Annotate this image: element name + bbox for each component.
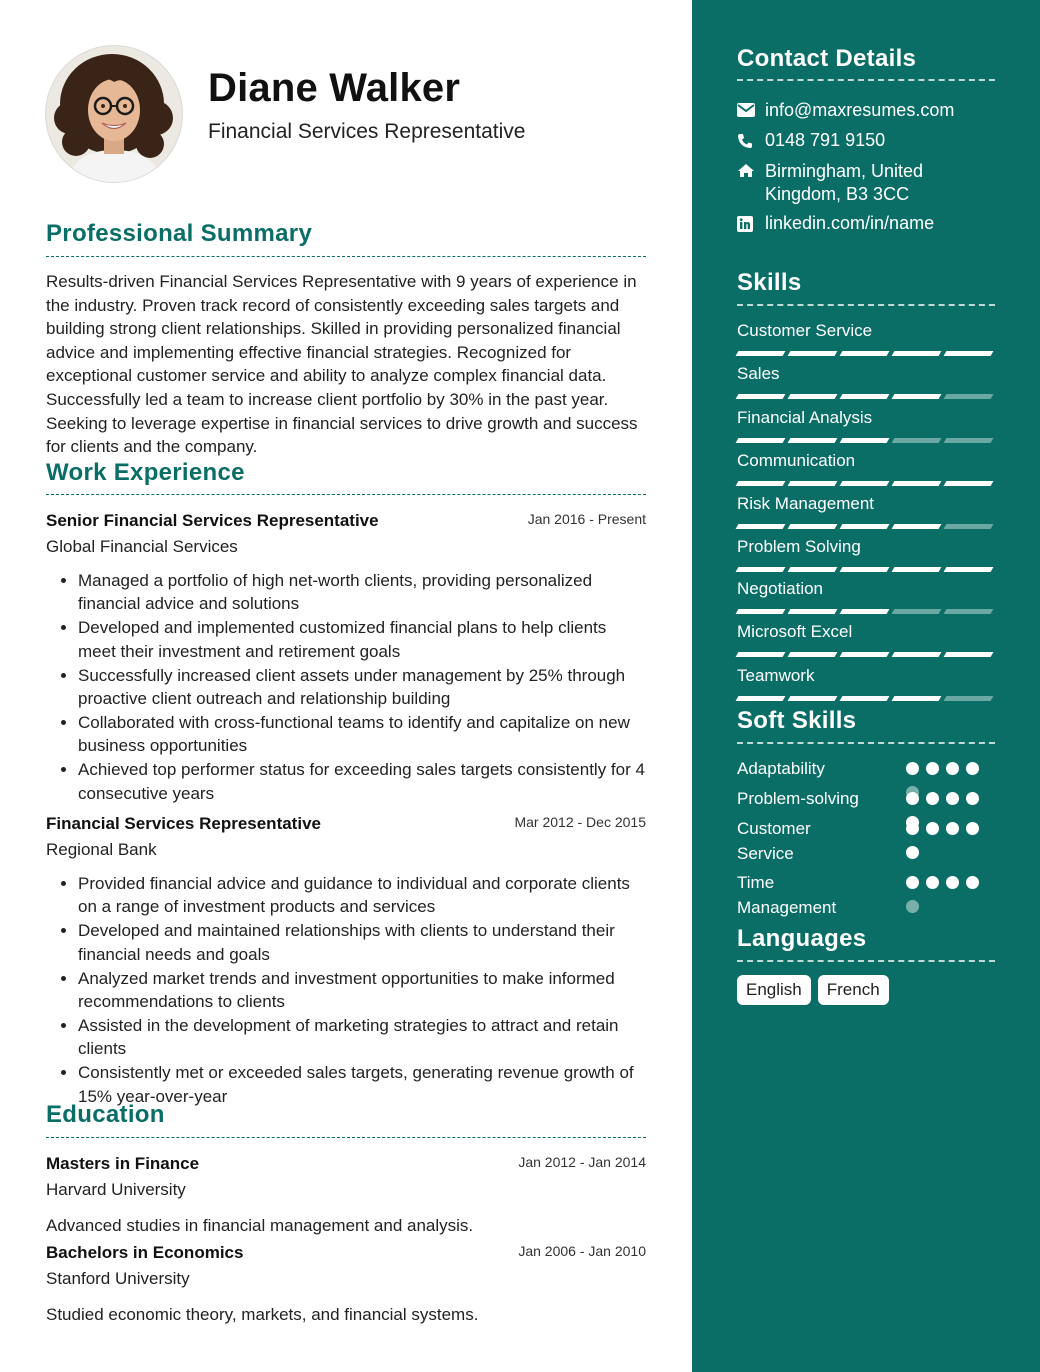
skill-name: Customer Service [737,321,873,340]
skill-item [737,364,993,399]
skill-level-segment [944,438,994,443]
skill-level-bars [737,696,993,701]
job-title: Financial Services Representative [46,814,321,833]
soft-skill-item [737,817,997,866]
skill-level-segment [944,609,994,614]
skill-level-segment [788,609,838,614]
language-tag: French [818,975,889,1005]
skill-level-segment [840,481,890,486]
skill-level-segment [840,696,890,701]
education-date: Jan 2006 - Jan 2010 [518,1243,646,1259]
section-divider [46,1137,646,1138]
soft-skill-name [737,871,897,920]
avatar [45,45,183,183]
skill-level-bars [737,481,993,486]
address-line-1: Birmingham, United [765,161,924,181]
soft-skill-level-dot [966,822,979,835]
skill-level-segment [892,652,942,657]
skill-level-segment [944,567,994,572]
skill-level-segment [736,524,786,529]
skill-level-segment [736,438,786,443]
skill-level-segment [788,524,838,529]
skill-name: Risk Management [737,494,875,513]
list-item: • Developed and implemented customized financial plans to help clients meet their investment and retirement goals [78,616,646,663]
skill-name: Microsoft Excel [737,622,853,641]
skill-item [737,666,993,701]
linkedin-icon [737,213,765,234]
skill-level-segment [840,351,890,356]
skill-level-segment [840,438,890,443]
skill-level-segment [892,567,942,572]
soft-skill-level-dot [926,792,939,805]
phone-icon [737,130,765,151]
job-entry [46,814,646,1109]
soft-skills-heading: Soft Skills [737,707,857,734]
experience-heading: Work Experience [46,459,245,486]
skill-level-bars [737,609,993,614]
skill-item [737,408,993,443]
soft-skill-level-dot [966,876,979,889]
soft-skill-item [737,871,997,920]
education-entry [46,1243,646,1325]
soft-skill-name-line: Time [737,873,775,892]
list-item: • Consistently met or exceeded sales targets, generating revenue growth of 15% year-over-year [78,1061,646,1108]
summary-text: Results-driven Financial Services Representative with 9 years of experience in the industry. Proven track record of consistently exceeding sales targets and building strong client relationships. Skilled in providing personalized financial advice and implementing effective financial strategies. Recognized for exceptional customer service and ability to analyze complex financial data. Successfully led a team to increase client portfolio by 30% in the past year. Seeking to leverage expertise in financial services to drive growth and success for clients and the company. [46,272,638,457]
language-tag: English [737,975,811,1005]
education-description: Studied economic theory, markets, and financial systems. [46,1305,479,1324]
skill-level-segment [788,394,838,399]
skill-name: Problem Solving [737,537,861,556]
skill-level-segment [840,524,890,529]
address-line-2: Kingdom, B3 3CC [765,184,910,204]
sidebar [692,0,1040,1372]
linkedin-text: linkedin.com/in/name [765,213,935,233]
summary-heading: Professional Summary [46,220,313,247]
skill-item [737,451,993,486]
candidate-title: Financial Services Representative [208,120,526,143]
skill-name: Teamwork [737,666,815,685]
job-company: Regional Bank [46,840,157,859]
soft-skill-level-dot [906,792,919,805]
contact-address [737,160,997,206]
skill-item [737,321,993,356]
soft-skill-level-dot [926,822,939,835]
contact-heading: Contact Details [737,45,917,72]
skill-name: Negotiation [737,579,824,598]
skill-level-segment [944,481,994,486]
skill-level-segment [892,609,942,614]
skill-level-segment [736,609,786,614]
list-item: • Assisted in the development of marketing strategies to attract and retain clients [78,1014,646,1061]
list-item: • Provided financial advice and guidance to individual and corporate clients on a range of investment products and services [78,872,646,919]
skill-level-segment [788,696,838,701]
soft-skill-name [737,787,897,812]
skill-item [737,537,993,572]
section-divider [46,494,646,495]
skill-level-bars [737,524,993,529]
skill-level-segment [944,696,994,701]
skill-name: Financial Analysis [737,408,873,427]
job-title: Senior Financial Services Representative [46,511,379,530]
skills-heading: Skills [737,269,802,296]
skill-level-bars [737,567,993,572]
skill-level-segment [736,567,786,572]
skill-level-segment [840,609,890,614]
soft-skill-level-dot [926,876,939,889]
list-item: • Managed a portfolio of high net-worth clients, providing personalized financial advice and solutions [78,569,646,616]
education-description: Advanced studies in financial management and analysis. [46,1216,474,1235]
list-item: • Successfully increased client assets under management by 25% through proactive client outreach and relationship building [78,664,646,711]
home-icon [737,160,765,206]
email-text: info@maxresumes.com [765,100,955,120]
section-divider [737,960,995,962]
soft-skill-level-dot [966,792,979,805]
skill-level-segment [944,652,994,657]
list-item: • Collaborated with cross-functional teams to identify and capitalize on new business opportunities [78,711,646,758]
education-date: Jan 2012 - Jan 2014 [518,1154,646,1170]
section-divider [737,742,995,744]
soft-skill-level-dot [946,822,959,835]
skill-level-bars [737,438,993,443]
skill-level-segment [788,567,838,572]
envelope-icon [737,100,765,121]
job-bullets [46,872,646,1108]
skill-level-segment [840,567,890,572]
skill-level-bars [737,652,993,657]
degree-title: Bachelors in Economics [46,1243,244,1262]
skill-level-segment [736,696,786,701]
soft-skill-level-dot [906,846,919,859]
skill-level-segment [944,394,994,399]
languages-heading: Languages [737,925,867,952]
skill-item [737,494,993,529]
soft-skill-item [737,757,997,782]
soft-skill-name-line: Problem-solving [737,789,859,808]
candidate-name: Diane Walker [208,66,461,110]
list-item: • Developed and maintained relationships with clients to understand their financial needs and goals [78,919,646,966]
soft-skill-level-dot [906,876,919,889]
school-name: Stanford University [46,1269,190,1288]
skill-name: Sales [737,364,780,383]
skill-name: Communication [737,451,856,470]
skill-level-bars [737,394,993,399]
skill-level-bars [737,351,993,356]
list-item: • Analyzed market trends and investment opportunities to make informed recommendations to clients [78,967,646,1014]
soft-skill-name-line: Management [737,897,837,917]
skill-item [737,622,993,657]
section-divider [737,79,995,81]
job-date: Mar 2012 - Dec 2015 [514,814,646,830]
soft-skill-name-line: Adaptability [737,759,825,778]
section-divider [46,256,646,257]
skill-level-segment [892,438,942,443]
school-name: Harvard University [46,1180,186,1199]
list-item: • Achieved top performer status for exceeding sales targets consistently for 4 consecutive years [78,758,646,805]
skill-level-segment [736,481,786,486]
soft-skill-name [737,757,897,782]
skill-item [737,579,993,614]
skill-level-segment [892,351,942,356]
soft-skill-level-dot [906,762,919,775]
skill-level-segment [788,652,838,657]
skill-level-segment [840,394,890,399]
skill-level-segment [892,696,942,701]
soft-skill-name-line: Service [737,843,794,863]
skill-level-segment [892,481,942,486]
soft-skill-item [737,787,997,812]
skill-level-segment [892,394,942,399]
languages-list [737,975,889,1005]
soft-skill-name-line: Customer [737,819,811,838]
phone-text: 0148 791 9150 [765,130,886,150]
job-entry [46,511,646,806]
soft-skill-level-dot [906,900,919,913]
job-bullets [46,569,646,805]
skill-level-segment [788,438,838,443]
skill-level-segment [736,652,786,657]
skill-level-segment [944,351,994,356]
contact-email[interactable] [737,100,997,121]
skill-level-segment [736,351,786,356]
soft-skill-level-dot [966,762,979,775]
job-date: Jan 2016 - Present [527,511,646,527]
degree-title: Masters in Finance [46,1154,200,1173]
education-heading: Education [46,1101,165,1128]
education-entry [46,1154,646,1236]
contact-phone[interactable] [737,130,997,151]
soft-skill-level-dot [946,762,959,775]
skill-level-segment [944,524,994,529]
soft-skill-level-dot [946,876,959,889]
skill-level-segment [788,481,838,486]
section-divider [737,304,995,306]
job-company: Global Financial Services [46,537,238,556]
skill-level-segment [736,394,786,399]
skill-level-segment [788,351,838,356]
soft-skill-level-dot [906,822,919,835]
profile-photo [46,46,182,182]
skill-level-segment [840,652,890,657]
soft-skill-name [737,817,897,866]
soft-skill-level-dot [926,762,939,775]
soft-skill-level-dot [946,792,959,805]
skill-level-segment [892,524,942,529]
contact-linkedin[interactable] [737,213,997,234]
